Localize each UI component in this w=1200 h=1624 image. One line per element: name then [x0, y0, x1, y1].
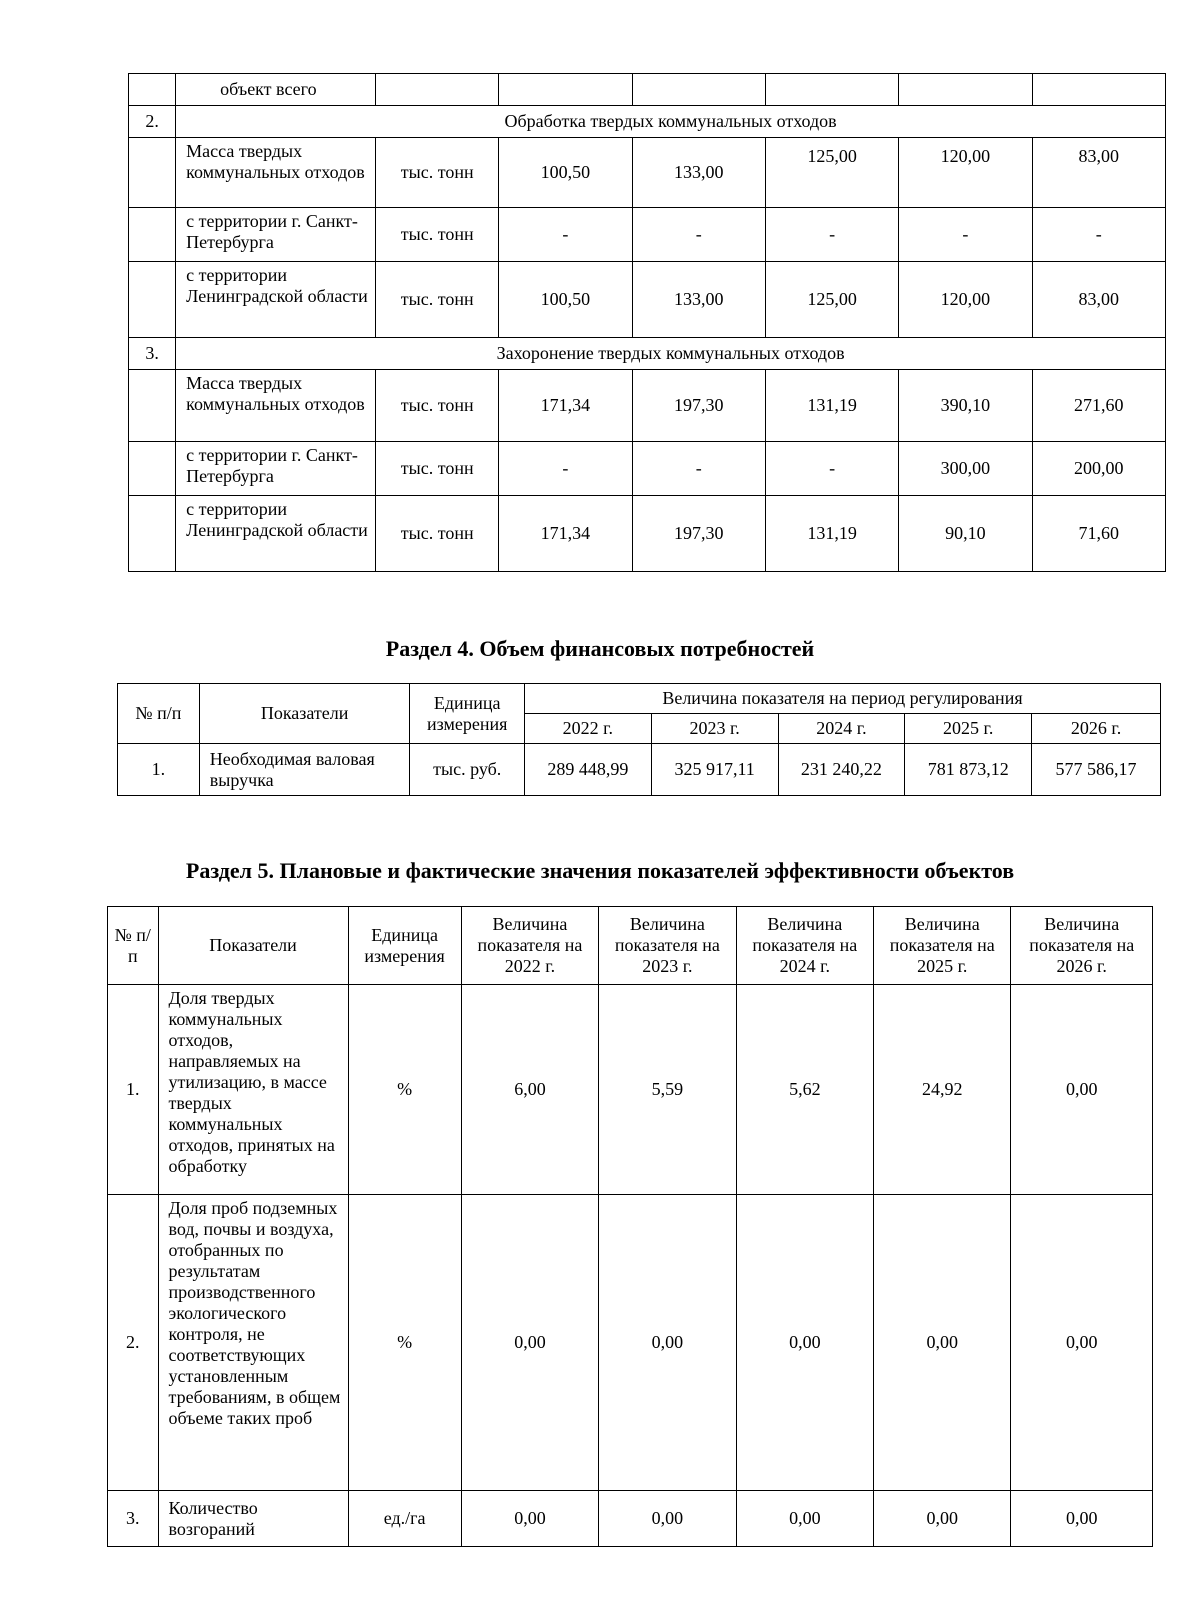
section-4-title: Раздел 4. Объем финансовых потребностей	[385, 636, 815, 661]
section-heading-processing: Обработка твердых коммунальных отходов	[176, 106, 1166, 138]
section-heading-landfill: Захоронение твердых коммунальных отходов	[176, 338, 1166, 370]
header-year: Величина показателя на 2024 г.	[736, 907, 873, 985]
header-year: 2022 г.	[524, 714, 651, 744]
table-row: 3. Количество возгораний ед./га 0,00 0,00 0,00 0,00 0,00	[108, 1491, 1153, 1547]
header-num: № п/п	[108, 907, 159, 985]
table-row: с территории г. Санкт-Петербурга тыс. тонн - - - 300,00 200,00	[129, 442, 1166, 496]
header-indicator: Показатели	[158, 907, 348, 985]
table-row: с территории Ленинградской области тыс. тонн 100,50 133,00 125,00 120,00 83,00	[129, 262, 1166, 338]
header-year: 2026 г.	[1032, 714, 1161, 744]
header-year: 2024 г.	[778, 714, 905, 744]
table-row: Масса твердых коммунальных отходов тыс. тонн 171,34 197,30 131,19 390,10 271,60	[129, 370, 1166, 442]
header-unit: Единица измерения	[348, 907, 461, 985]
section-number: 2.	[129, 106, 176, 138]
header-period: Величина показателя на период регулирования	[524, 684, 1160, 714]
table-row: с территории Ленинградской области тыс. тонн 171,34 197,30 131,19 90,10 71,60	[129, 496, 1166, 572]
table-row: с территории г. Санкт-Петербурга тыс. тонн - - - - -	[129, 208, 1166, 262]
header-unit: Единица измерения	[410, 684, 525, 744]
section-5-title: Раздел 5. Плановые и фактические значения показателей эффективности объектов	[185, 858, 1015, 883]
section-number: 3.	[129, 338, 176, 370]
waste-volume-table	[128, 73, 1166, 572]
efficiency-indicators-table	[107, 906, 1153, 1547]
table-row: 2. Доля проб подземных вод, почвы и воздуха, отобранных по результатам производственного экологического контроля, не соответствующих установленным требованиям, в общем объеме таких проб % 0,00 0,00 0,00 0,00 0,00	[108, 1195, 1153, 1491]
header-year: Величина показателя на 2026 г.	[1011, 907, 1153, 985]
header-year: Величина показателя на 2022 г.	[461, 907, 598, 985]
table-row: 1. Доля твердых коммунальных отходов, направляемых на утилизацию, в массе твердых коммунальных отходов, принятых на обработку % 6,00 5,59 5,62 24,92 0,00	[108, 985, 1153, 1195]
financial-needs-table	[117, 683, 1161, 796]
header-indicator: Показатели	[199, 684, 410, 744]
header-year: Величина показателя на 2025 г.	[874, 907, 1011, 985]
row-label-object-total: объект всего	[176, 74, 376, 106]
header-year: Величина показателя на 2023 г.	[599, 907, 736, 985]
table-row: Масса твердых коммунальных отходов тыс. тонн 100,50 133,00 125,00 120,00 83,00	[129, 138, 1166, 208]
table-row: 1. Необходимая валовая выручка тыс. руб. 289 448,99 325 917,11 231 240,22 781 873,12 577 586,17	[118, 744, 1161, 796]
header-year: 2025 г.	[905, 714, 1032, 744]
header-num: № п/п	[118, 684, 200, 744]
header-year: 2023 г.	[651, 714, 778, 744]
